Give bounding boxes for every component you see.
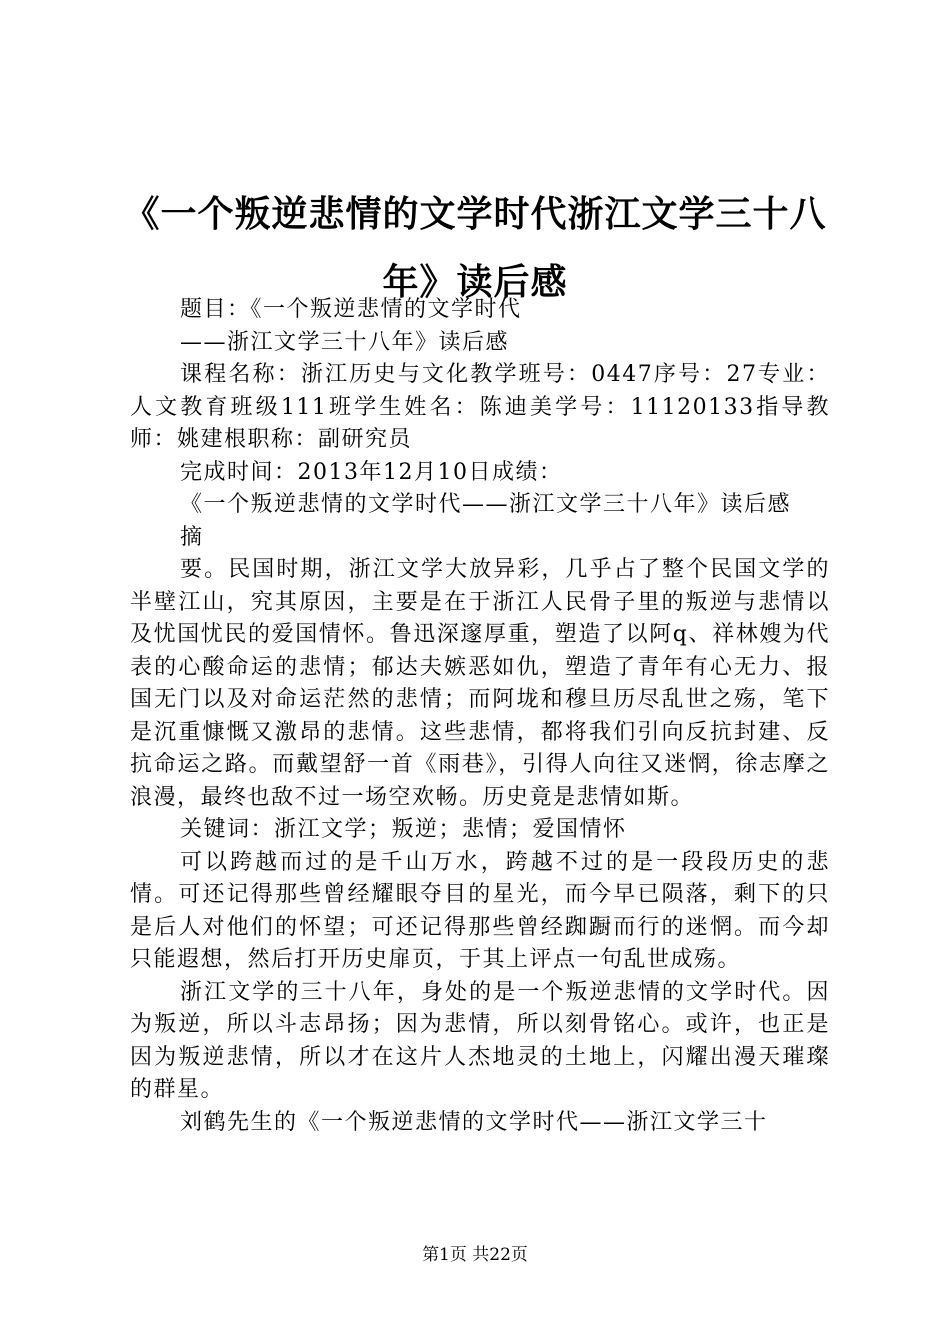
keywords-line: 关键词：浙江文学；叛逆；悲情；爱国情怀: [180, 817, 627, 842]
essay-heading: 《一个叛逆悲情的文学时代——浙江文学三十八年》读后感: [180, 492, 792, 517]
completion-time-line: 完成时间：2013年12月10日成绩：: [180, 459, 563, 485]
abstract-label: 摘: [180, 524, 204, 550]
subject-subtitle-line: ——浙江文学三十八年》读后感: [180, 329, 510, 355]
title-line: 《一个叛逆悲情的文学时代浙江文学三十八: [123, 193, 827, 235]
course-info-paragraph: 课程名称：浙江历史与文化教学班号：0447序号：27专业：人文教育班级111班学生姓名：陈迪美学号：11120133指导教师：姚建根职称：副研究员: [130, 362, 830, 452]
body-paragraph: 浙江文学的三十八年，身处的是一个叛逆悲情的文学时代。因为叛逆，所以斗志昂扬；因为悲情，所以刻骨铭心。或许，也正是因为叛逆悲情，所以才在这片人杰地灵的土地上，闪耀出漫天璀璨的群星。: [130, 979, 830, 1102]
page-number-footer: 第1页 共22页: [422, 1245, 528, 1265]
title-line: 年》读后感: [382, 261, 568, 303]
abstract-paragraph: 要。民国时期，浙江文学大放异彩，几乎占了整个民国文学的半壁江山，究其原因，主要是在于浙江人民骨子里的叛逆与悲情以及忧国忧民的爱国情怀。鲁迅深邃厚重，塑造了以阿q、祥林嫂为代表的心酸命运的悲情；郁达夫嫉恶如仇，塑造了青年有心无力、报国无门以及对命运茫然的悲情；而阿垅和穆旦历尽乱世之殇，笔下是沉重慷慨又激昂的悲情。这些悲情，都将我们引向反抗封建、反抗命运之路。而戴望舒一首《雨巷》，引得人向往又迷惘，徐志摩之浪漫，最终也敌不过一场空欢畅。历史竟是悲情如斯。: [130, 557, 830, 810]
body-paragraph: 刘鹤先生的《一个叛逆悲情的文学时代——浙江文学三十: [180, 1109, 768, 1135]
document-body: [130, 294, 830, 1139]
subject-line: 题目：《一个叛逆悲情的文学时代: [180, 297, 522, 322]
body-paragraph: 可以跨越而过的是千山万水，跨越不过的是一段段历史的悲情。可还记得那些曾经耀眼夺目的星光，而今早已陨落，剩下的只是后人对他们的怀望；可还记得那些曾经踟蹰而行的迷惘。而今却只能遐想，然后打开历史扉页，于其上评点一句乱世成殇。: [130, 849, 830, 972]
